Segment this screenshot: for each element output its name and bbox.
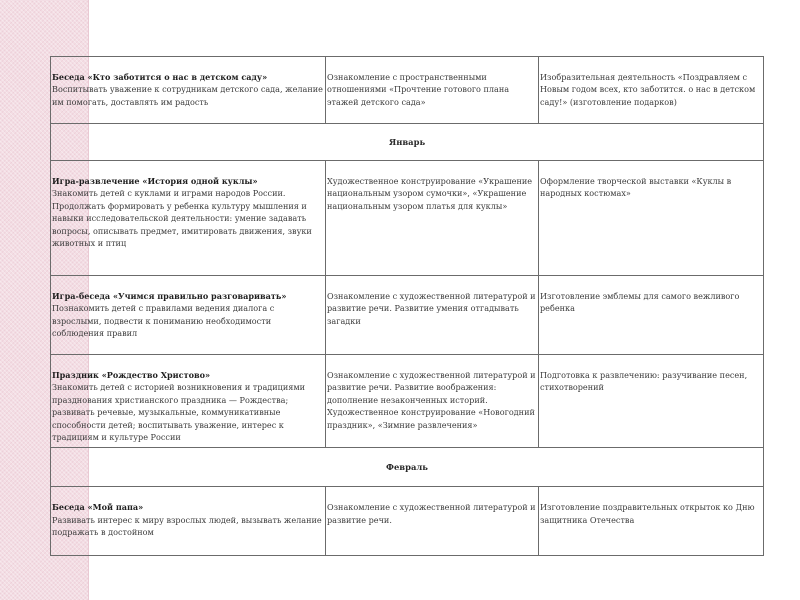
activity-title: Игра-развлечение «История одной куклы» <box>52 176 258 186</box>
activity-description: Оформление творческой выставки «Куклы в народных костюмах» <box>540 176 732 199</box>
activity-cell <box>539 355 764 448</box>
month-header-row <box>51 448 764 487</box>
activity-description: Ознакомление с художественной литературой и развитие речи. Развитие воображения: дополнение незаконченных историй. Художественное конструирование «Новогодний праздник», «Зимние развлечения» <box>327 370 536 430</box>
activity-description: Развивать интерес к миру взрослых людей, вызывать желание подражать в достойном <box>52 514 322 538</box>
activity-title: Праздник «Рождество Христово» <box>52 370 211 380</box>
table-row <box>51 355 764 448</box>
activity-cell <box>326 161 539 276</box>
activity-description: Ознакомление с пространственными отношениями «Прочтение готового плана этажей детского сада» <box>327 72 510 107</box>
activity-description: Изобразительная деятельность «Поздравляем с Новым годом всех, кто заботится. о нас в детском саду!» (изготовление подарков) <box>540 72 756 107</box>
month-label: Январь <box>51 124 764 161</box>
activity-description: Изготовление эмблемы для самого вежливого ребенка <box>540 291 740 314</box>
activity-cell <box>539 161 764 276</box>
activity-title: Игра-беседа «Учимся правильно разговаривать» <box>52 291 287 301</box>
table-row <box>51 57 764 124</box>
month-label: Февраль <box>51 448 764 487</box>
activity-cell <box>326 276 539 355</box>
activity-title: Беседа «Кто заботится о нас в детском саду» <box>52 72 268 82</box>
activity-cell <box>539 487 764 556</box>
activity-cell <box>326 57 539 124</box>
activity-description: Познакомить детей с правилами ведения диалога с взрослыми, подвести к пониманию необходимости соблюдения правил <box>52 303 275 339</box>
activity-description: Подготовка к развлечению: разучивание песен, стихотворений <box>540 370 748 393</box>
activity-cell <box>539 57 764 124</box>
activity-description: Ознакомление с художественной литературой и развитие речи. Развитие умения отгадывать загадки <box>327 291 536 326</box>
activity-cell <box>51 355 326 448</box>
month-header-row <box>51 124 764 161</box>
activity-cell <box>51 161 326 276</box>
activity-cell <box>326 355 539 448</box>
activity-description: Художественное конструирование «Украшение национальным узором сумочки», «Украшение национальным узором платья для куклы» <box>327 176 533 211</box>
activity-description: Знакомить детей с куклами и играми народов России. Продолжать формировать у ребенка культуру мышления и навыки исследовательской деятельности: умение задавать вопросы, описывать предмет, имитировать движения, звуки животных и птиц <box>52 188 312 249</box>
activity-title: Беседа «Мой папа» <box>52 502 144 513</box>
activity-description: Воспитывать уважение к сотрудникам детского сада, желание им помогать, доставлять им радость <box>52 84 323 107</box>
activity-plan-table <box>50 56 764 556</box>
activity-cell <box>51 276 326 355</box>
activity-description: Изготовление поздравительных открыток ко Дню защитника Отечества <box>540 502 755 525</box>
table-row <box>51 487 764 556</box>
activity-cell <box>539 276 764 355</box>
activity-description: Знакомить детей с историей возникновения и традициями празднования христианского праздника — Рождества; развивать речевые, музыкальные, коммуникативные способности детей; воспитывать уважение, интерес к традициям и культуре России <box>52 382 306 443</box>
table-row <box>51 276 764 355</box>
table-row <box>51 161 764 276</box>
activity-description: Ознакомление с художественной литературой и развитие речи. <box>327 502 536 525</box>
activity-cell <box>51 487 326 556</box>
activity-cell <box>326 487 539 556</box>
activity-cell <box>51 57 326 124</box>
